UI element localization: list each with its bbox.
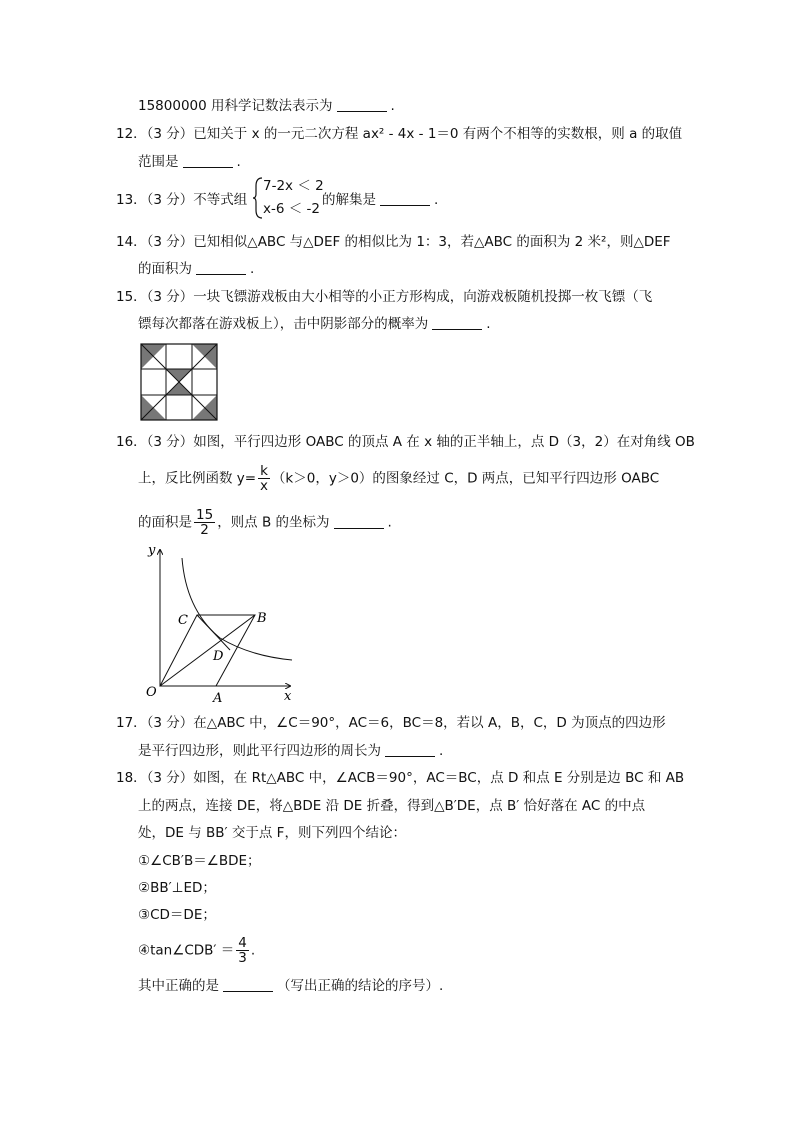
q12-end: . (236, 154, 241, 170)
frac-den: 2 (200, 522, 209, 538)
q11-end: . (390, 98, 395, 114)
answer-blank (337, 97, 387, 112)
q12-line1: 12．（3 分）已知关于 x 的一元二次方程 ax² - 4x - 1＝0 有两个不相等的实数根，则 a 的取值 (116, 126, 683, 142)
q17-line1: 17．（3 分）在△ABC 中，∠C＝90°，AC＝6，BC＝8，若以 A，B，C，D 为顶点的四边形 (116, 715, 666, 731)
q14-line1: 14．（3 分）已知相似△ABC 与△DEF 的相似比为 1：3，若△ABC 的面积为 2 米²，则△DEF (116, 234, 671, 250)
parallelogram-graph-figure (140, 540, 300, 708)
fraction-k-over-x (258, 464, 270, 493)
q17-text: 是平行四边形，则此平行四边形的周长为 (138, 743, 381, 759)
x-axis-label: x (284, 689, 292, 704)
answer-blank (385, 742, 435, 757)
q13-ineq1: 7-2x ＜ 2 (263, 178, 324, 194)
q18-answer-text: 其中正确的是 (138, 978, 219, 994)
answer-blank (334, 514, 384, 529)
answer-blank (196, 260, 246, 275)
fraction-area (194, 508, 215, 537)
q16-line3 (138, 508, 392, 537)
frac-num: 15 (196, 507, 214, 523)
q18-line3: 处，DE 与 BB′ 交于点 F，则下列四个结论： (138, 825, 406, 841)
q15-end: . (486, 316, 491, 332)
q13-suffix (322, 190, 438, 210)
label-C: C (178, 613, 188, 628)
q18-conclusion-4 (138, 936, 255, 965)
q18-c4-text: ④tan∠CDB′ ＝ (138, 942, 235, 959)
q18-conclusion-1: ①∠CB′B＝∠BDE； (138, 853, 261, 869)
q16-text-d: ，则点 B 的坐标为 (217, 514, 330, 531)
q12-text: 范围是 (138, 154, 179, 170)
q11-text: 15800000 用科学记数法表示为 (138, 98, 333, 114)
fraction-4-3 (236, 936, 249, 965)
q15-text: 镖每次都落在游戏板上），击中阴影部分的概率为 (138, 316, 429, 332)
q18-answer-hint: （写出正确的结论的序号）. (277, 978, 444, 994)
q18-conclusion-3: ③CD＝DE； (138, 907, 216, 923)
q11-tail (138, 96, 395, 116)
q16-end: . (387, 514, 392, 531)
answer-blank (432, 315, 482, 330)
q16-text-c: 的面积是 (138, 514, 192, 531)
frac-den: 3 (238, 950, 247, 966)
label-D: D (213, 649, 224, 664)
label-A: A (213, 691, 223, 706)
q15-line1: 15．（3 分）一块飞镖游戏板由大小相等的小正方形构成，向游戏板随机投掷一枚飞镖（飞 (116, 289, 653, 305)
q16-line2 (138, 464, 659, 493)
q17-end: . (439, 743, 444, 759)
q18-conclusion-2: ②BB′⊥ED； (138, 880, 216, 896)
q14-end: . (250, 261, 255, 277)
q18-line1: 18．（3 分）如图，在 Rt△ABC 中，∠ACB＝90°，AC＝BC，点 D 和点 E 分别是边 BC 和 AB (116, 770, 685, 786)
q16-text-b: （k＞0，y＞0）的图象经过 C，D 两点，已知平行四边形 OABC (271, 470, 660, 487)
frac-num: 4 (238, 935, 247, 951)
q14-text: 的面积为 (138, 261, 192, 277)
q17-line2 (138, 741, 443, 761)
q13-prefix: 13．（3 分）不等式组 (116, 192, 248, 208)
label-B: B (257, 611, 267, 626)
answer-blank (223, 977, 273, 992)
answer-blank (183, 153, 233, 168)
q18-c4-end: . (250, 942, 256, 959)
label-O: O (146, 685, 157, 700)
frac-den: x (260, 478, 268, 494)
q16-text-a: 上，反比例函数 y= (138, 470, 257, 487)
frac-num: k (260, 463, 268, 479)
q16-line1: 16．（3 分）如图，平行四边形 OABC 的顶点 A 在 x 轴的正半轴上，点 D（3，2）在对角线 OB (116, 434, 695, 450)
q18-answer-line (138, 976, 443, 996)
q15-line2 (138, 314, 491, 334)
q13-end: . (434, 192, 439, 208)
answer-blank (380, 191, 430, 206)
y-axis-label: y (148, 543, 156, 558)
dart-board-figure (140, 343, 218, 421)
q18-line2: 上的两点，连接 DE，将△BDE 沿 DE 折叠，得到△B′DE，点 B′ 恰好落在 AC 的中点 (138, 798, 646, 814)
q13-text: 的解集是 (322, 192, 376, 208)
q13-ineq2: x-6 ＜ -2 (263, 201, 320, 217)
q14-line2 (138, 259, 254, 279)
q12-line2 (138, 152, 241, 172)
